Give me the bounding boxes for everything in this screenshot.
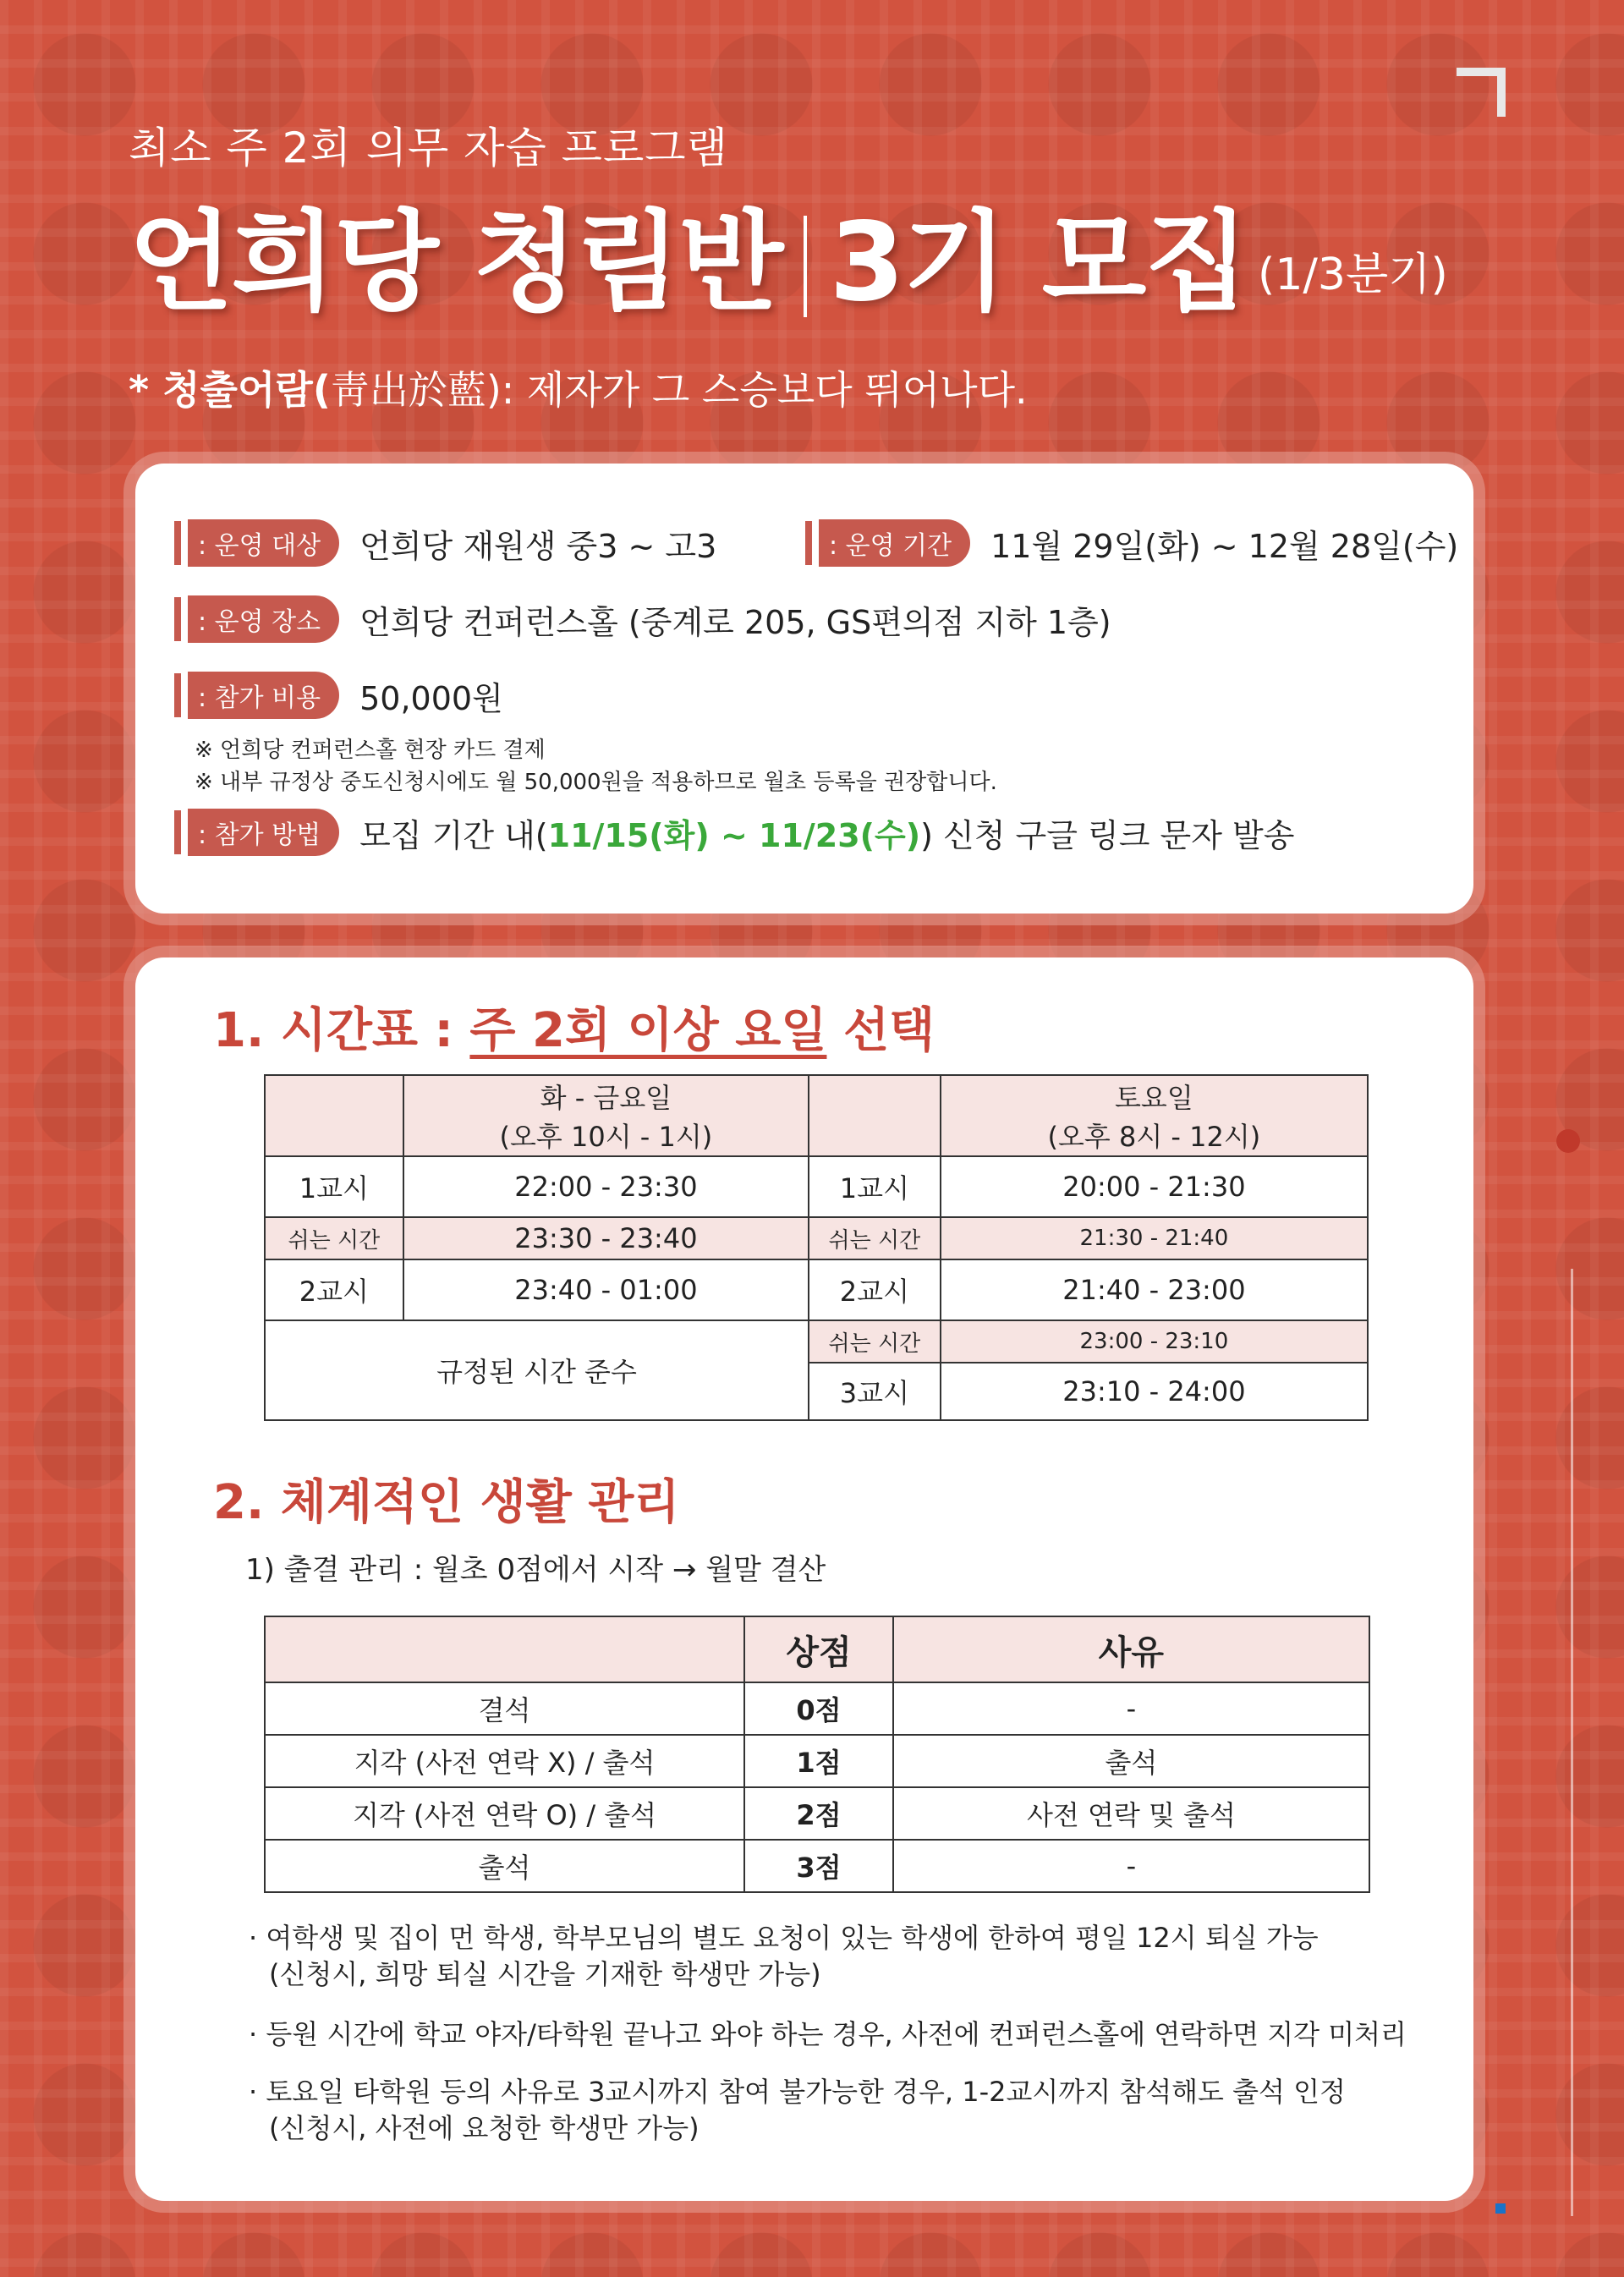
motto-suffix: ): 제자가 그 스승보다 뛰어나다. [486,367,1028,413]
table-row [265,1320,1368,1363]
note-saturday-line2: (신청시, 사전에 요청한 학생만 가능) [269,2112,700,2145]
points-header-row [265,1616,1369,1682]
info-row-fee [188,672,503,719]
saturday-period-time: 20:00 - 21:30 [941,1156,1368,1217]
points-item: 지각 (사전 연락 O) / 출석 [265,1787,744,1840]
period-value: 11월 29일(화) ~ 12월 28일(수) [990,527,1459,565]
fee-label: : 참가 비용 [188,672,339,719]
saturday-header-hours: (오후 8시 - 12시) [1047,1121,1261,1153]
points-reason: 사전 연락 및 출석 [893,1787,1369,1840]
weekday-rule: 규정된 시간 준수 [265,1320,809,1420]
motto [129,359,1448,415]
quarter-label: (1/3분기) [1258,250,1448,300]
weekday-period-label: 2교시 [265,1259,403,1320]
table-row [265,1840,1369,1892]
points-item: 출석 [265,1840,744,1892]
section1-title-underlined: 주 2회 이상 요일 [469,1003,827,1058]
generation-title: 3기 모집 [829,200,1248,326]
points-value: 0점 [744,1682,893,1735]
method-suffix: ) 신청 구글 링크 문자 발송 [920,816,1295,854]
fee-note-1: ※ 언희당 컨퍼런스홀 현장 카드 결제 [195,738,546,763]
note-early-leave [249,1920,1319,1993]
title-separator [804,216,807,317]
saturday-period-label: 2교시 [809,1259,941,1320]
motto-hanja: 靑出於藍 [330,367,486,413]
table-row [265,1259,1368,1290]
note-early-leave-line2: (신청시, 희망 퇴실 시간을 기재한 학생만 가능) [269,1958,821,1991]
side-decorative-dot [1556,1129,1580,1153]
weekday-header-days: 화 - 금요일 [540,1082,672,1114]
saturday-break-label: 쉬는 시간 [809,1217,941,1259]
side-decorative-tick [1495,2203,1506,2214]
side-decorative-line [1571,1269,1573,2216]
saturday-break-time: 21:30 - 21:40 [941,1217,1368,1259]
section2-title: 2. 체계적인 생활 관리 [213,1475,680,1530]
saturday-period-time: 21:40 - 23:00 [941,1259,1368,1320]
table-row [265,1156,1368,1217]
weekday-header-hours: (오후 10시 - 1시) [499,1121,713,1153]
header [129,114,1448,415]
program-card [135,957,1473,2201]
table-row [265,1787,1369,1840]
note-early-leave-line1: · 여학생 및 집이 먼 학생, 학부모님의 별도 요청이 있는 학생에 한하여 평일 12시 퇴실 가능 [249,1922,1319,1954]
info-card [135,464,1473,914]
target-value: 언희당 재원생 중3 ~ 고3 [359,527,717,565]
weekday-period-time: 23:40 - 01:00 [403,1259,809,1320]
weekday-period-time: 22:00 - 23:30 [403,1156,809,1217]
section1-title [213,993,935,1061]
header-subtitle: 최소 주 2회 의무 자습 프로그램 [129,123,728,173]
schedule-empty-cell [265,1075,403,1156]
note-late-arrival [249,2016,1407,2053]
saturday-period-label: 3교시 [809,1363,941,1420]
saturday-break-label: 쉬는 시간 [809,1320,941,1363]
corner-bracket-decoration [1457,68,1506,117]
points-empty-cell [265,1616,744,1682]
note-saturday [249,2074,1346,2147]
weekday-header [403,1075,809,1156]
points-reason: - [893,1840,1369,1892]
table-row [265,1735,1369,1787]
points-value: 1점 [744,1735,893,1787]
saturday-header [941,1075,1368,1156]
saturday-header-day: 토요일 [1115,1082,1193,1114]
info-row-place [188,595,1111,643]
points-value: 3점 [744,1840,893,1892]
info-row-method [188,809,1294,856]
schedule-table [264,1074,1369,1421]
method-dates: 11/15(화) ~ 11/23(수) [547,816,921,854]
weekday-break-label: 쉬는 시간 [265,1217,403,1259]
attendance-subtitle: 1) 출결 관리 : 월초 0점에서 시작 → 월말 결산 [245,1553,826,1587]
points-reason: - [893,1682,1369,1735]
points-value: 2점 [744,1787,893,1840]
section1-title-suffix: 선택 [826,1003,935,1058]
fee-note-2: ※ 내부 규정상 중도신청시에도 월 50,000원을 적용하므로 월초 등록을 권장합니다. [195,770,997,795]
place-label: : 운영 장소 [188,595,339,643]
saturday-period-time: 23:10 - 24:00 [941,1363,1368,1420]
points-table [264,1616,1370,1893]
info-row-target [188,519,716,567]
place-value: 언희당 컨퍼런스홀 (중계로 205, GS편의점 지하 1층) [359,603,1111,641]
method-label: : 참가 방법 [188,809,339,856]
points-item: 결석 [265,1682,744,1735]
method-prefix: 모집 기간 내( [359,816,548,854]
weekday-period-label: 1교시 [265,1156,403,1217]
note-late-arrival-line1: · 등원 시간에 학교 야자/타학원 끝나고 와야 하는 경우, 사전에 컨퍼런스홀에 연락하면 지각 미처리 [249,2018,1407,2050]
title-row [129,200,1448,326]
points-item: 지각 (사전 연락 X) / 출석 [265,1735,744,1787]
period-label: : 운영 기간 [819,519,970,567]
points-header: 상점 [744,1616,893,1682]
schedule-header-row [265,1075,1368,1156]
weekday-break-time: 23:30 - 23:40 [403,1217,809,1259]
points-reason: 출석 [893,1735,1369,1787]
reason-header: 사유 [893,1616,1369,1682]
table-row [265,1682,1369,1735]
section1-title-prefix: 1. 시간표 : [213,1003,470,1058]
note-saturday-line1: · 토요일 타학원 등의 사유로 3교시까지 참여 불가능한 경우, 1-2교시까지 참석해도 출석 인정 [249,2076,1346,2108]
saturday-period-label: 1교시 [809,1156,941,1217]
motto-prefix: * 청출어람( [129,367,331,413]
fee-value: 50,000원 [359,679,503,717]
table-row [265,1217,1368,1259]
target-label: : 운영 대상 [188,519,339,567]
page-title: 언희당 청림반 [129,200,782,326]
schedule-empty-cell [809,1075,941,1156]
saturday-break-time: 23:00 - 23:10 [941,1320,1368,1363]
info-row-period [819,519,1458,567]
method-value [359,809,1294,856]
